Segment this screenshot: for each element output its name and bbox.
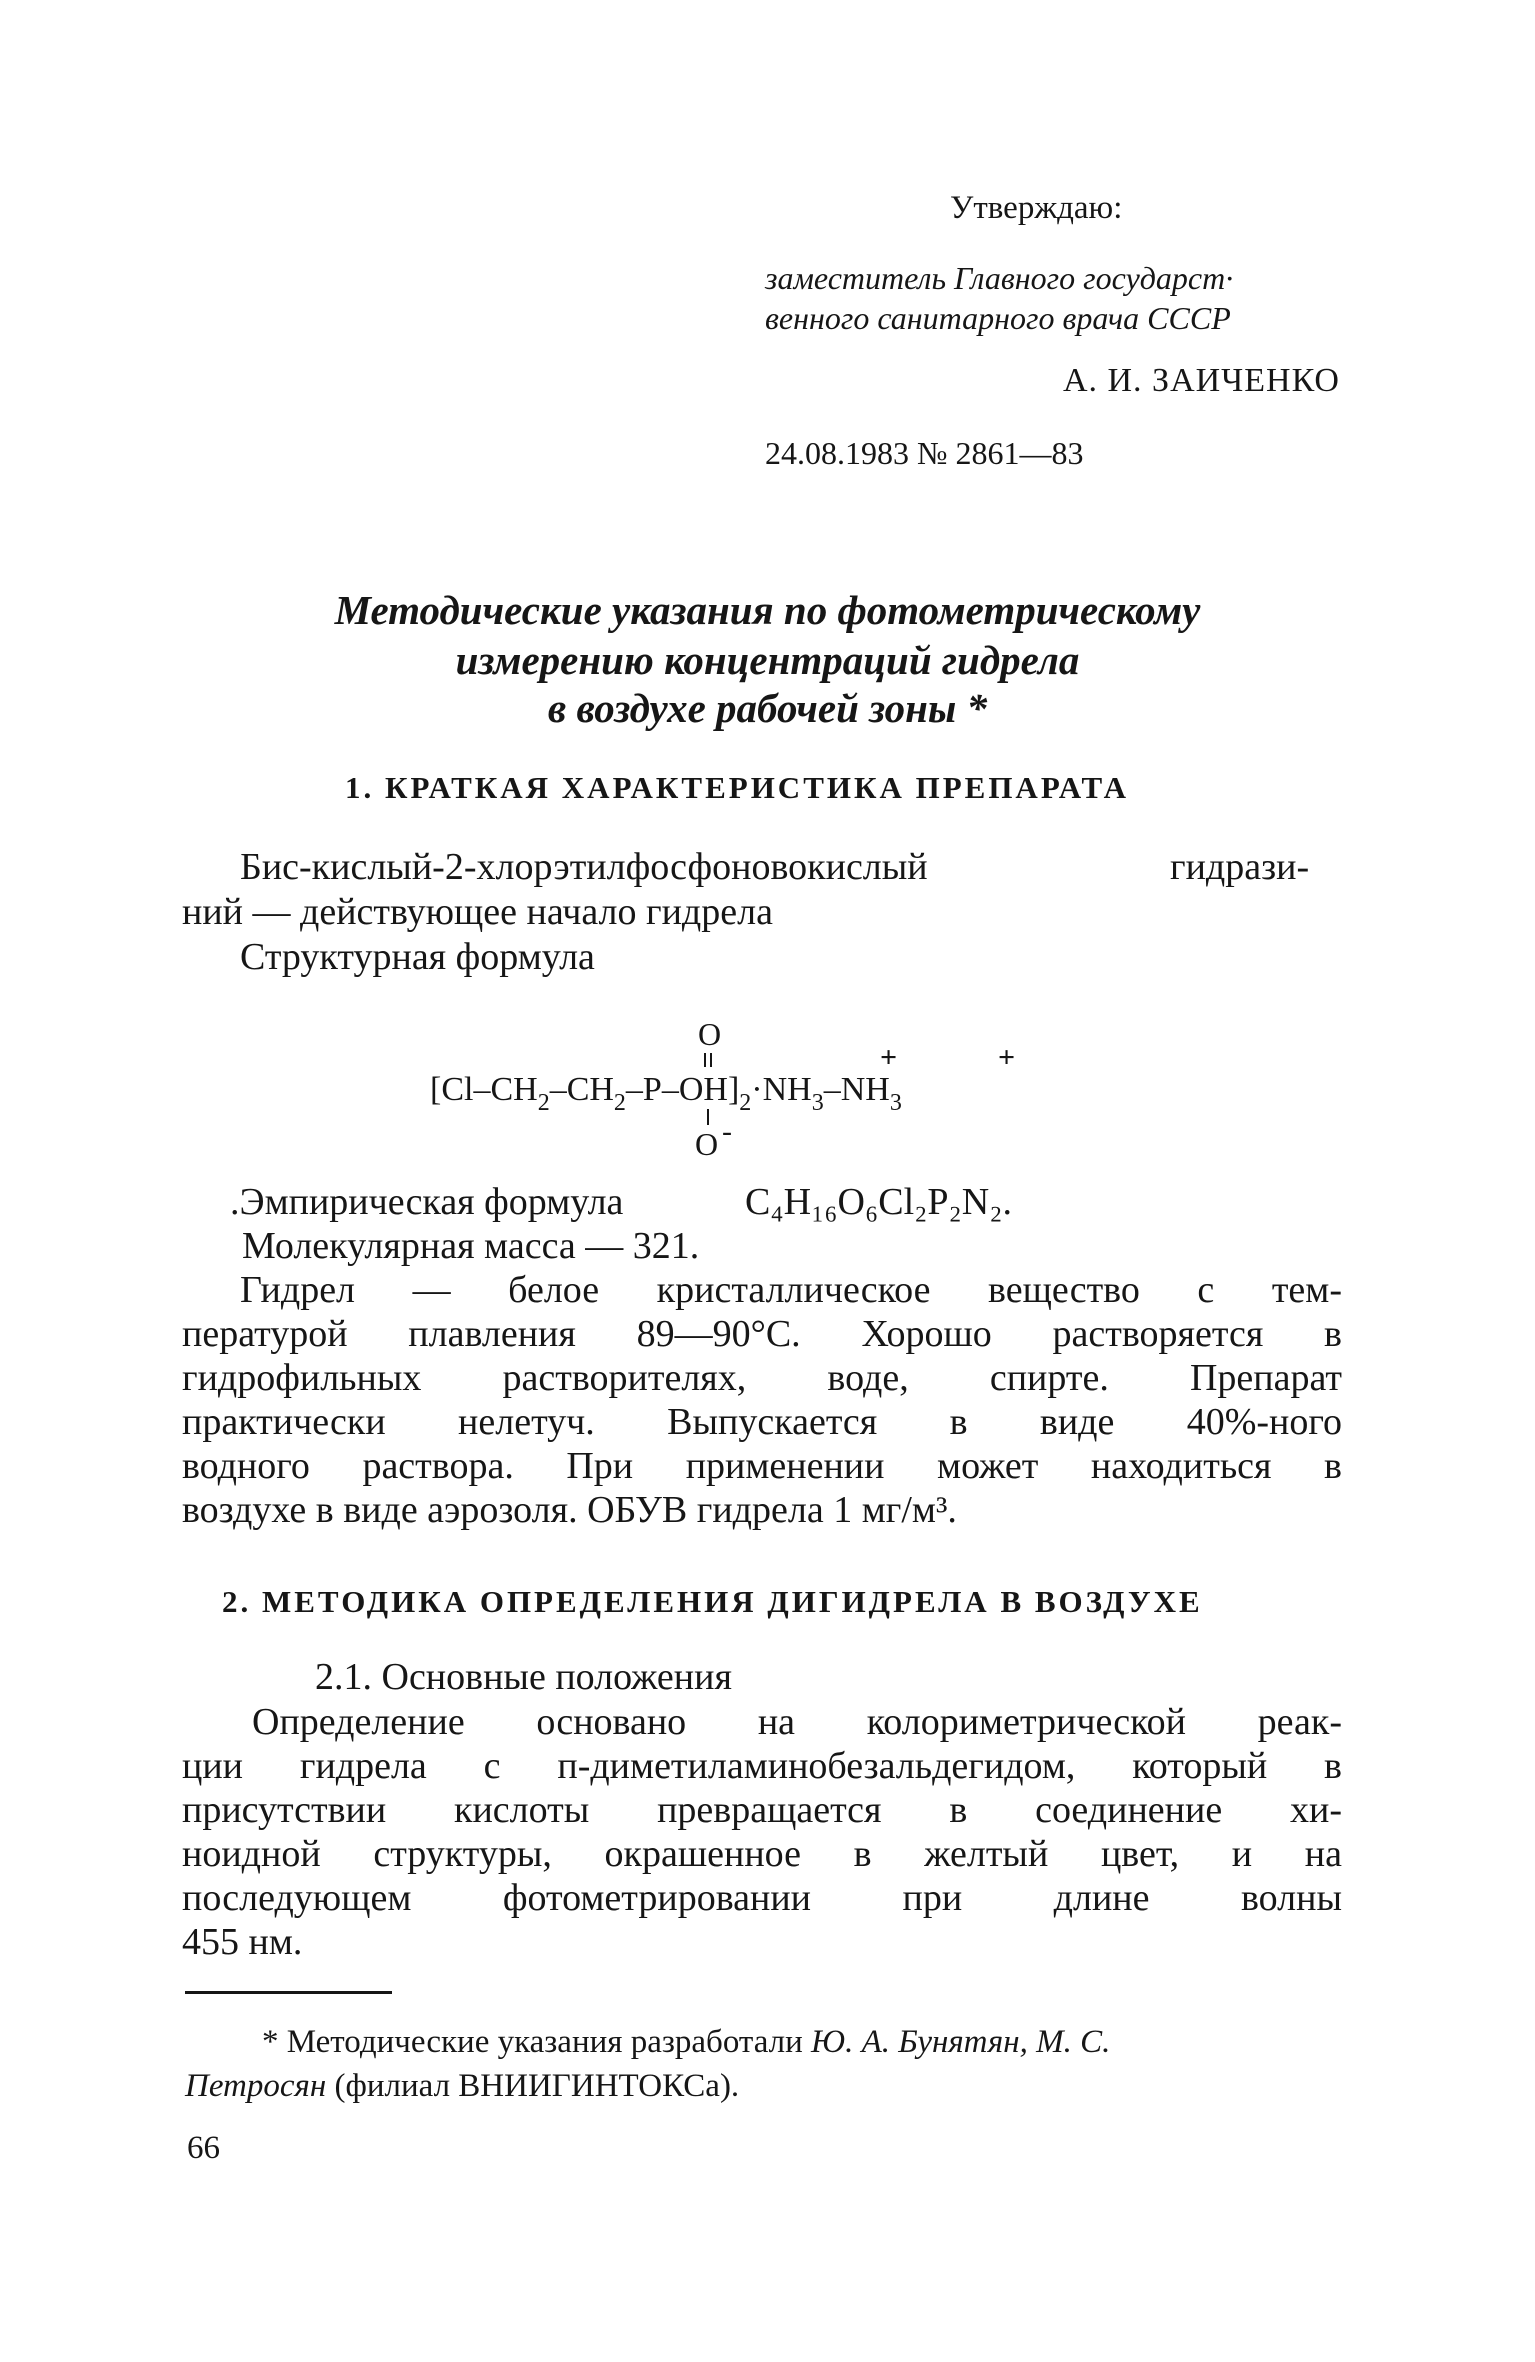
footnote-line1 bbox=[262, 2020, 1110, 2064]
formula-plus-a: + bbox=[880, 1041, 898, 1074]
formula-minus: - bbox=[722, 1115, 732, 1148]
footnote-affiliation: (филиал ВНИИГИНТОКСа). bbox=[326, 2068, 740, 2104]
desc-line: воздухе в виде аэрозоля. ОБУВ гидрела 1 мг/м³. bbox=[182, 1489, 957, 1531]
desc-line: гидрофильных растворителях, воде, спирте. Препарат bbox=[182, 1357, 1342, 1399]
section1-line1-b: гидрази- bbox=[1170, 846, 1310, 888]
body-line: ноидной структуры, окрашенное в желтый цвет, и на bbox=[182, 1833, 1342, 1875]
formula-plus-b: + bbox=[998, 1041, 1016, 1074]
formula-nh3-a: NH bbox=[762, 1071, 812, 1108]
section1-description bbox=[182, 1268, 1342, 1532]
page-number: 66 bbox=[187, 2130, 220, 2166]
section1-heading: 1. КРАТКАЯ ХАРАКТЕРИСТИКА ПРЕПАРАТА bbox=[345, 770, 1129, 805]
approval-position-line1: заместитель Главного государст· bbox=[765, 260, 1234, 296]
formula-bottom-oxygen: O bbox=[695, 1126, 719, 1162]
formula-sub-a: 2 bbox=[537, 1090, 550, 1116]
footnote-line2 bbox=[185, 2064, 739, 2108]
document-title-line1: Методические указания по фотометрическому bbox=[334, 587, 1201, 633]
section1-line3: Структурная формула bbox=[240, 936, 595, 978]
approval-title: Утверждаю: bbox=[950, 190, 1123, 226]
body-line: Определение основано на колориметрической реак- bbox=[252, 1701, 1342, 1743]
formula-sub-3b: 3 bbox=[889, 1090, 902, 1116]
molar-mass: Молекулярная масса — 321. bbox=[242, 1225, 700, 1267]
approval-position-line2: венного санитарного врача СССР bbox=[765, 300, 1231, 336]
body-line: последующем фотометрировании при длине волны bbox=[182, 1877, 1342, 1919]
formula-dot: · bbox=[751, 1071, 763, 1108]
document-title-line3: в воздухе рабочей зоны * bbox=[547, 685, 988, 731]
empirical-formula-label: .Эмпирическая формула bbox=[230, 1181, 624, 1223]
desc-line: водного раствора. При применении может находиться в bbox=[182, 1445, 1342, 1487]
formula-mid2: –P–OH] bbox=[625, 1071, 740, 1108]
document-title-line2: измерению концентраций гидрела bbox=[455, 637, 1080, 683]
body-line: присутствии кислоты превращается в соединение хи- bbox=[182, 1789, 1342, 1831]
section2-heading: 2. МЕТОДИКА ОПРЕДЕЛЕНИЯ ДИГИДРЕЛА В ВОЗДУХЕ bbox=[222, 1584, 1203, 1619]
footnote-text: * Методические указания разработали bbox=[262, 2024, 812, 2060]
formula-mid1: –CH bbox=[549, 1071, 614, 1108]
section1-line1-a: Бис-кислый-2-хлорэтилфосфоновокислый bbox=[240, 846, 928, 888]
structural-formula bbox=[430, 1005, 1130, 1205]
footnote-author: Петросян bbox=[185, 2068, 327, 2104]
footnote-rule bbox=[185, 1991, 392, 1994]
desc-line: пературой плавления 89—90°С. Хорошо растворяется в bbox=[182, 1313, 1342, 1355]
formula-prefix: [Cl–CH bbox=[430, 1071, 538, 1108]
section2-subheading: 2.1. Основные положения bbox=[315, 1656, 732, 1698]
formula-nh3-b: NH bbox=[840, 1071, 890, 1108]
formula-dash: – bbox=[823, 1071, 841, 1108]
body-line: ции гидрела с п-диметиламинобезальдегидом, который в bbox=[182, 1745, 1342, 1787]
empirical-formula: C₄H₁₆O₆Cl₂P₂N₂. bbox=[745, 1181, 1012, 1223]
footnote-authors: Ю. А. Бунятян, М. С. bbox=[811, 2024, 1111, 2060]
approval-date-number: 24.08.1983 № 2861—83 bbox=[765, 435, 1084, 471]
formula-sub-3a: 3 bbox=[811, 1090, 824, 1116]
approval-name: А. И. ЗАИЧЕНКО bbox=[1062, 362, 1340, 399]
desc-line: Гидрел — белое кристаллическое вещество с тем- bbox=[240, 1269, 1342, 1311]
formula-top-oxygen: O bbox=[698, 1016, 722, 1052]
section1-line2: ний — действующее начало гидрела bbox=[182, 891, 773, 933]
section2-body bbox=[182, 1700, 1342, 1964]
formula-sub-c: 2 bbox=[739, 1090, 752, 1116]
formula-sub-b: 2 bbox=[613, 1090, 626, 1116]
svg-text:[Cl–CH2–CH2–P–OH]2·NH3–NH3 bbox=[430, 1071, 902, 1116]
desc-line: практически нелетуч. Выпускается в виде 40%-ного bbox=[182, 1401, 1342, 1443]
body-line: 455 нм. bbox=[182, 1921, 303, 1963]
